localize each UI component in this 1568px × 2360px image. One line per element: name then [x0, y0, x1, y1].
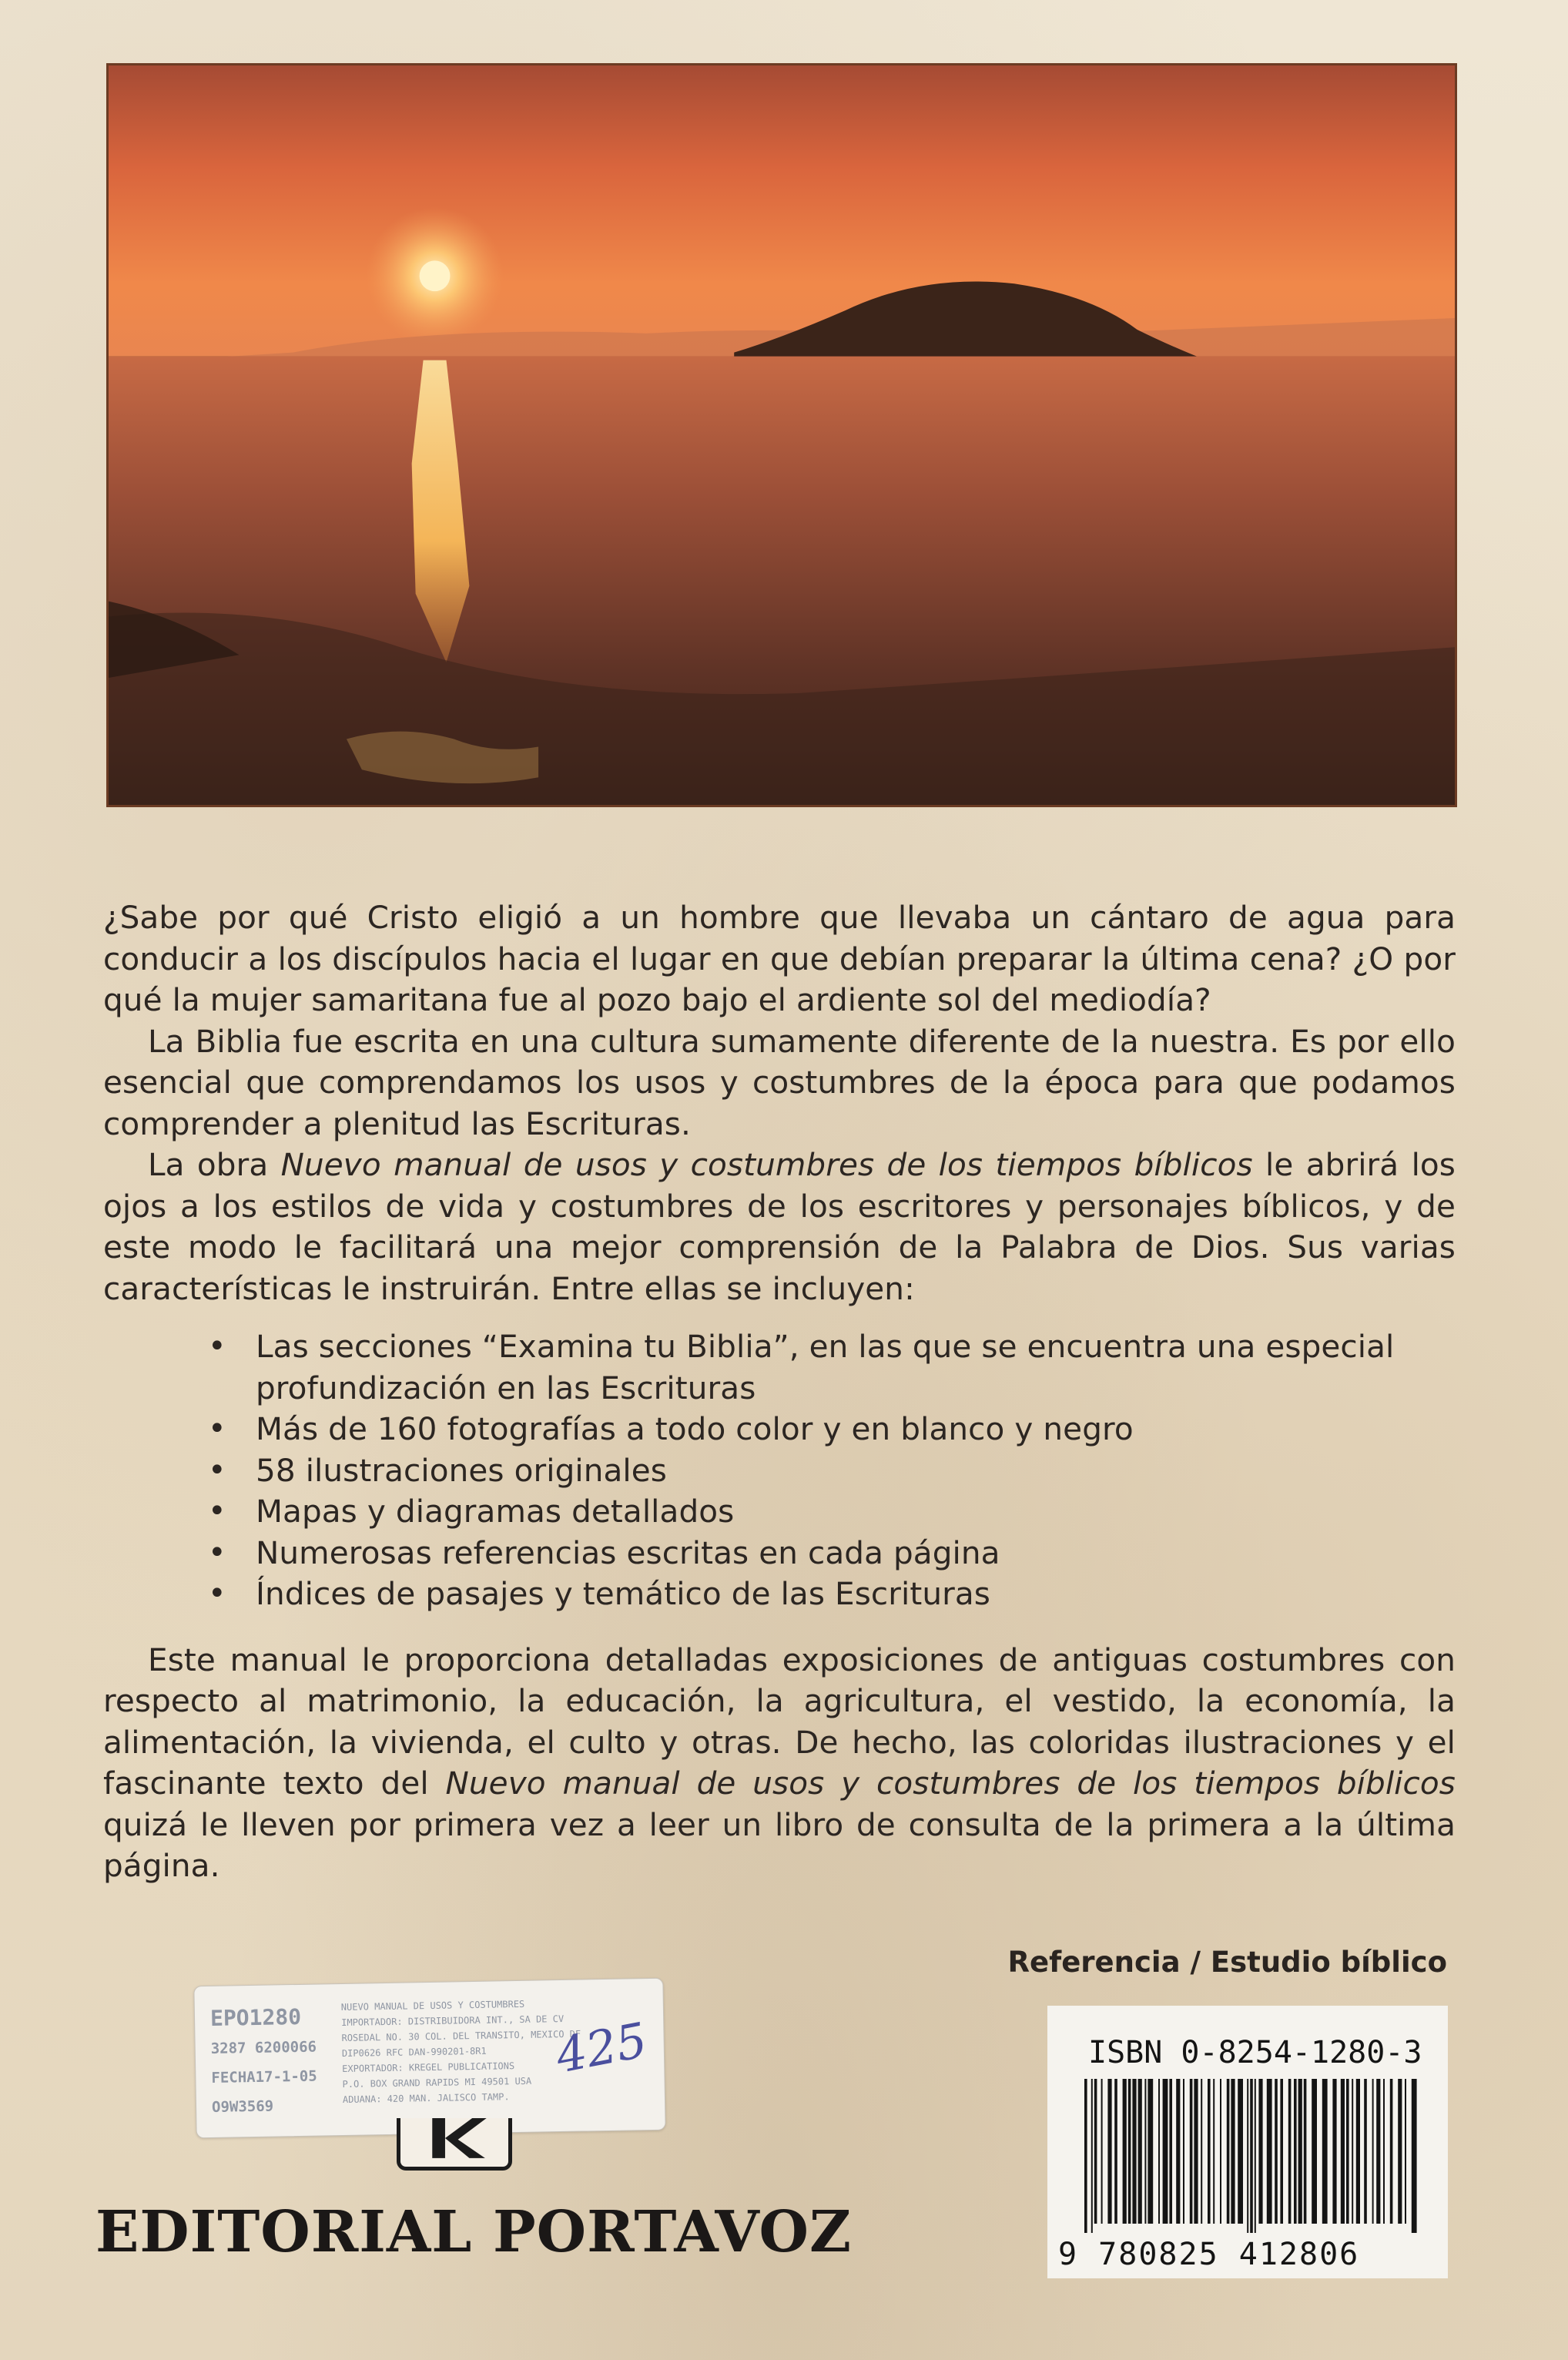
sticker-detail-line: P.O. BOX GRAND RAPIDS MI 49501 USA	[342, 2075, 532, 2090]
sticker-code-line: O9W3569	[211, 2097, 274, 2116]
barcode-icon	[1084, 2079, 1417, 2233]
third-paragraph-end: le abrirá los ojos a los estilos de vida y costumbres de los escritores y personajes bíblicos, y de este modo le facilitará una mejor comprensión de la Palabra de Dios. Sus varias características le instruirán. Entre ellas se incluyen:	[103, 1146, 1456, 1307]
list-item: • Más de 160 fotografías a todo color y en blanco y negro	[208, 1409, 1456, 1450]
sunset-over-sea-image	[109, 65, 1455, 805]
list-item: • 58 ilustraciones originales	[208, 1450, 1456, 1492]
ean-number: 9 780825 412806	[1058, 2237, 1360, 2272]
sticker-detail-line: EXPORTADOR: KREGEL PUBLICATIONS	[342, 2060, 515, 2074]
publisher-name: EDITORIAL PORTAVOZ	[95, 2199, 852, 2265]
sunset-photo	[106, 63, 1457, 807]
list-item: • Numerosas referencias escritas en cada página	[208, 1533, 1456, 1574]
sticker-detail-line: NUEVO MANUAL DE USOS Y COSTUMBRES	[340, 1998, 525, 2013]
barcode-panel	[1047, 2006, 1448, 2278]
portavoz-logo	[397, 2118, 512, 2171]
list-item: • Mapas y diagramas detallados	[208, 1491, 1456, 1533]
sticker-code-line: EPO1280	[209, 2003, 302, 2031]
closing-paragraph-start: Este manual le proporciona detalladas exposiciones de antiguas costumbres con respecto al matrimonio, la educación, la agricultura, el vestido, la economía, la alimentación, la vivienda, el culto y otras. De hecho, las coloridas ilustraciones y el fascinante texto del	[103, 1641, 1456, 1802]
intro-paragraph: ¿Sabe por qué Cristo eligió a un hombre que llevaba un cántaro de agua para conducir a los discípulos hacia el lugar en que debían preparar la última cena? ¿O por qué la mujer samaritana fue al pozo bajo el ardiente sol del mediodía?	[103, 899, 1456, 1018]
list-item: • Las secciones “Examina tu Biblia”, en las que se encuentra una especial profundización en las Escrituras	[208, 1326, 1456, 1409]
third-paragraph	[103, 1145, 1456, 1309]
handwritten-price: 425	[551, 2011, 652, 2084]
sticker-codes	[210, 2001, 343, 2122]
sticker-detail-line: IMPORTADOR: DISTRIBUIDORA INT., SA DE CV	[341, 2013, 565, 2028]
closing-paragraph-end: quizá le lleven por primera vez a leer un libro de consulta de la primera a la última página.	[103, 1805, 1456, 1884]
features-list	[103, 1326, 1456, 1615]
publisher-logo-icon	[400, 2118, 508, 2167]
book-title-italic: Nuevo manual de usos y costumbres de los tiempos bíblicos	[280, 1146, 1253, 1183]
sticker-detail-line: ADUANA: 420 MAN. JALISCO TAMP.	[342, 2091, 510, 2105]
list-item: • Índices de pasajes y temático de las Escrituras	[208, 1574, 1456, 1615]
back-cover-text	[103, 897, 1456, 1887]
import-sticker	[193, 1978, 665, 2139]
sticker-detail-line: ROSEDAL NO. 30 COL. DEL TRANSITO, MEXICO DF	[341, 2028, 581, 2043]
sticker-code-line: FECHA17-1-05	[211, 2067, 317, 2087]
third-paragraph-start: La obra	[148, 1146, 281, 1183]
book-title-italic: Nuevo manual de usos y costumbres de los tiempos bíblicos	[445, 1765, 1456, 1802]
isbn-number: ISBN 0-8254-1280-3	[1088, 2035, 1422, 2070]
sticker-detail-line: DIP0626 RFC DAN-990201-8R1	[341, 2045, 487, 2059]
second-paragraph: La Biblia fue escrita en una cultura sumamente diferente de la nuestra. Es por ello esencial que comprendamos los usos y costumbres de la época para que podamos comprender a plenitud las Escrituras.	[103, 1022, 1456, 1142]
category-label: Referencia / Estudio bíblico	[1007, 1946, 1447, 1979]
closing-paragraph	[103, 1640, 1456, 1887]
sticker-code-line: 3287 6200066	[210, 2038, 317, 2057]
